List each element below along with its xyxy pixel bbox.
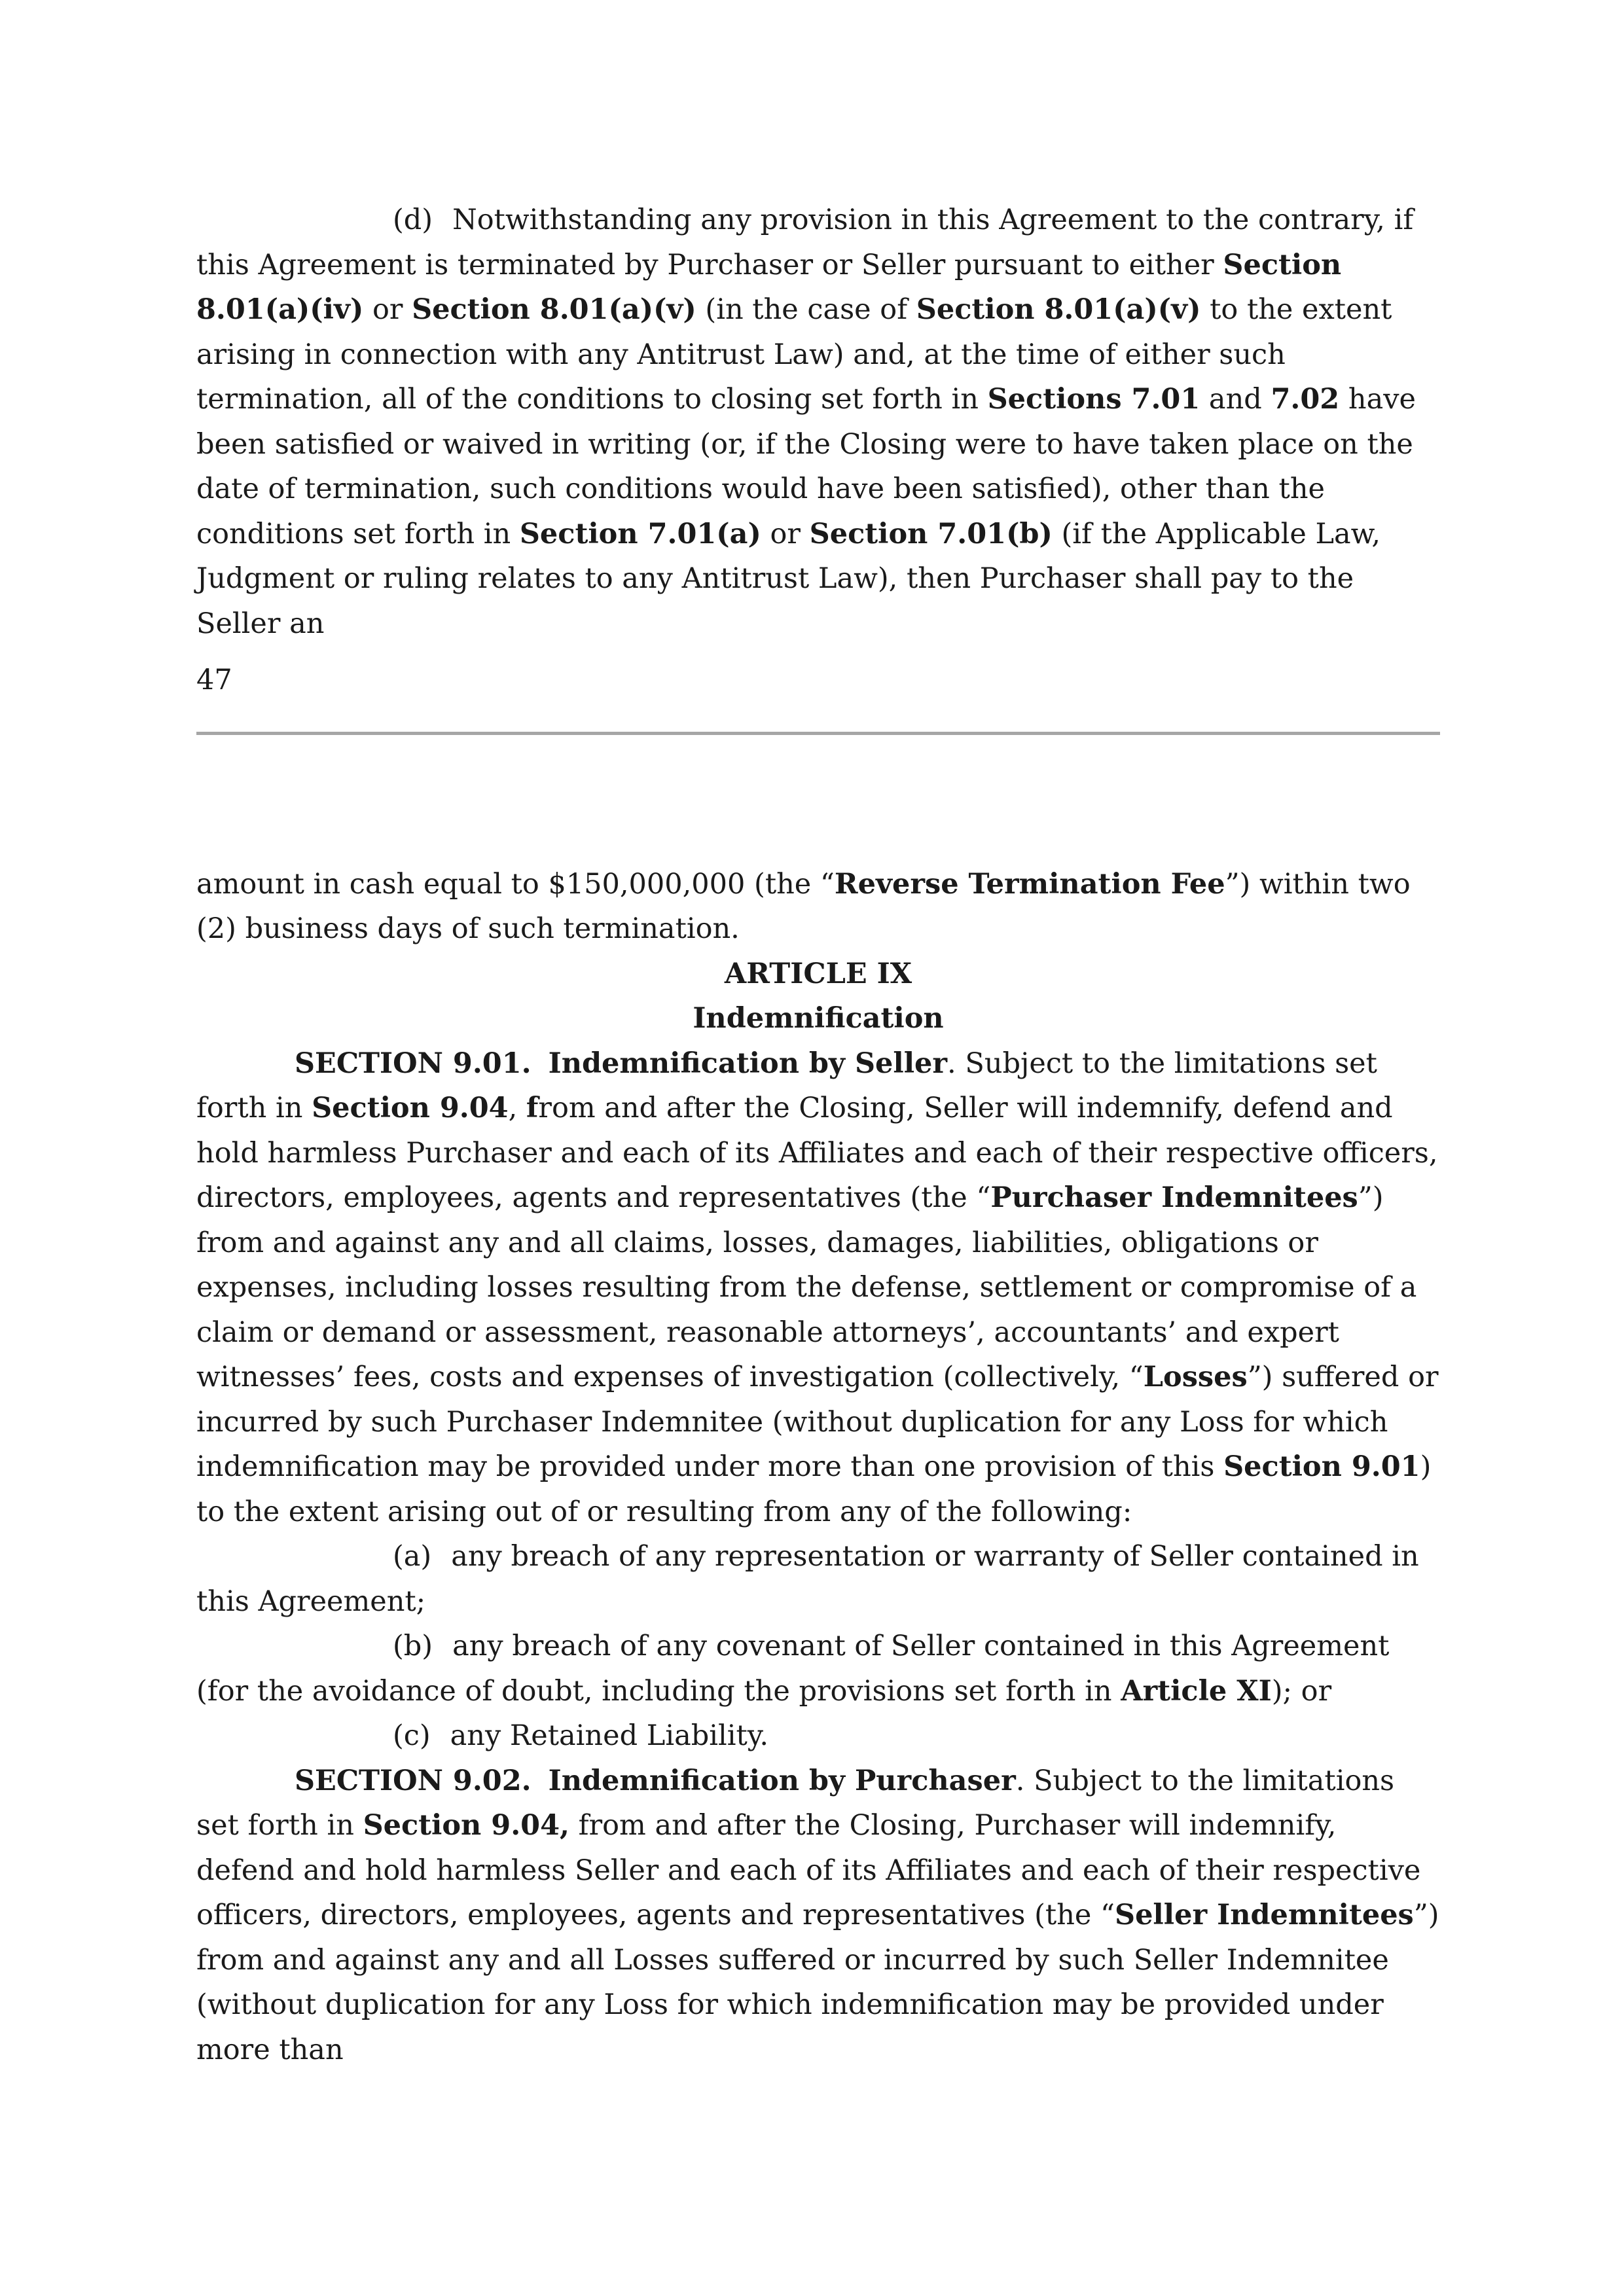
defined-term: Losses [1143, 1361, 1248, 1393]
section-title: Indemnification by Seller [548, 1047, 948, 1080]
section-ref: 7.02 [1271, 383, 1340, 416]
section-ref: Section 9.04 [312, 1092, 509, 1124]
defined-term: Purchaser Indemnitees [990, 1181, 1358, 1214]
section-ref: Article XI [1121, 1674, 1272, 1708]
section-ref: Section 7.01(b) [809, 517, 1053, 550]
page-break-divider [196, 732, 1440, 735]
item-label: (b) [393, 1630, 433, 1662]
defined-term: Reverse Termination Fee [834, 867, 1225, 901]
section-ref: Section 8.01(a)(v) [412, 293, 696, 326]
section-ref: Section 9.01 [1223, 1450, 1420, 1483]
paragraph-d: (d) Notwithstanding any provision in this Agreement to the contrary, if this Agreement is terminated by Purchaser or Seller pursuant to either Section 8.01(a)(iv) or Section 8.01(a)(v) (in the case of Section 8.01(a)(v) to the extent arising in connection with any Antitrust Law) and, at the time of either such termination, all of the conditions to closing set forth in Sections 7.01 and 7.02 have been satisfied or waived in writing (or, if the Closing were to have taken place on the date of termination, such conditions would have been satisfied), other than the conditions set forth in Section 7.01(a) or Section 7.01(b) (if the Applicable Law, Judgment or ruling relates to any Antitrust Law), then Purchaser shall pay to the Seller an [196, 204, 1416, 640]
defined-term: Seller Indemnitees [1115, 1899, 1414, 1931]
paragraph-continuation: amount in cash equal to $150,000,000 (the “Reverse Termination Fee”) within two (2) business days of such termination. [196, 867, 1411, 945]
article-title: ARTICLE IX [724, 957, 912, 990]
section-ref: Sections 7.01 [987, 383, 1200, 416]
section-heading: SECTION 9.02. [295, 1764, 532, 1797]
item-label: (d) [393, 204, 433, 236]
item-a: (a) any breach of any representation or warranty of Seller contained in this Agreement; [196, 1540, 1419, 1618]
item-label: (c) [393, 1719, 431, 1752]
section-ref: Section 9.04, [363, 1809, 569, 1842]
section-9-01: SECTION 9.01. Indemnification by Seller. Subject to the limitations set forth in Section 9.04, from and after the Closing, Seller will indemnify, defend and hold harmless Purchaser and each of its Affiliates and each of their respective officers, directors, employees, agents and representatives (the “Purchaser Indemnitees”) from and against any and all claims, losses, damages, liabilities, obligations or expenses, including losses resulting from the defense, settlement or compromise of a claim or demand or assessment, reasonable attorneys’, accountants’ and expert witnesses’ fees, costs and expenses of investigation (collectively, “Losses”) suffered or incurred by such Purchaser Indemnitee (without duplication for any Loss for which indemnification may be provided under more than one provision of this Section 9.01) to the extent arising out of or resulting from any of the following: [196, 1047, 1439, 1528]
item-c: (c) any Retained Liability. [393, 1719, 769, 1752]
section-ref: Section 7.01(a) [519, 517, 761, 550]
article-subtitle: Indemnification [693, 1002, 944, 1035]
document-body [196, 198, 1440, 2072]
section-ref: Section 8.01(a)(iv) [196, 248, 1342, 326]
item-b: (b) any breach of any covenant of Seller contained in this Agreement (for the avoidance of doubt, including the provisions set forth in Article XI); or [196, 1630, 1390, 1708]
section-ref: Section 8.01(a)(v) [916, 293, 1201, 326]
page-number: 47 [196, 664, 232, 696]
section-title: Indemnification by Purchaser [548, 1764, 1016, 1797]
section-9-02: SECTION 9.02. Indemnification by Purchaser. Subject to the limitations set forth in Section 9.04, from and after the Closing, Purchaser will indemnify, defend and hold harmless Seller and each of its Affiliates and each of their respective officers, directors, employees, agents and representatives (the “Seller Indemnitees”) from and against any and all Losses suffered or incurred by such Seller Indemnitee (without duplication for any Loss for which indemnification may be provided under more than [196, 1764, 1439, 2066]
section-heading: SECTION 9.01. [295, 1047, 532, 1080]
item-label: (a) [393, 1540, 432, 1573]
